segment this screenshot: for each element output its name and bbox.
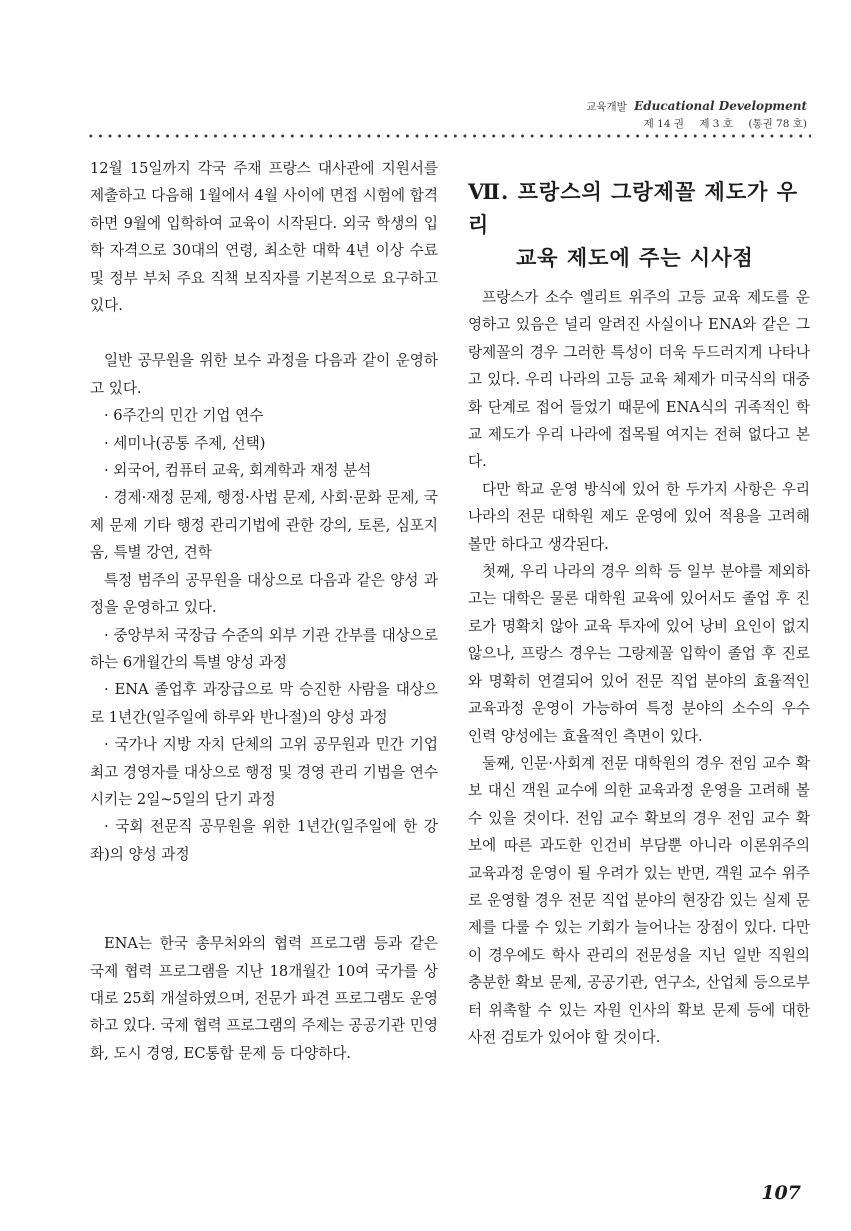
paragraph-second-point: 둘째, 인문·사회계 전문 대학원의 경우 전임 교수 확보 대신 객원 교수에 의한 교육과정 운영을 고려해 볼 수 있을 것이다. 전임 교수 확보의 경우 전임 교수 확보에 따른 과도한 인건비 부담뿐 아니라 이론위주의 교육과정 운영이 될 우려가 있는 반면, 객원 교수 위주로 운영할 경우 전문 직업 분야의 현장감 있는 실제 문제를 다룰 수 있는 기회가 늘어나는 장점이 있다. 다만 이 경우에도 학사 관리의 전문성을 지닌 일반 직원의 충분한 확보 문제, 공공기관, 연구소, 산업체 등으로부터 위촉할 수 있는 자원 인사의 확보 문제 등에 대한 사전 검토가 있어야 할 것이다.: [468, 754, 810, 1046]
section-title-line2: 교육 제도에 주는 시사점: [516, 245, 754, 270]
paragraph-special-training: 특정 범주의 공무원을 대상으로 다음과 같은 양성 과정을 운영하고 있다.: [90, 571, 438, 617]
paragraph-first-point: 첫째, 우리 나라의 경우 의학 등 일부 분야를 제외하고는 대학은 물론 대학원 교육에 있어서도 졸업 후 진로가 명확치 않아 교육 투자에 있어 낭비 요인이 없지 않으나, 프랑스 경우는 그랑제꼴 입학이 졸업 후 진로와 명확히 연결되어 있어 전문 직업 분야의 효율적인 교육과정 운영이 가능하여 특정 분야의 소수의 우수 인력 양성에는 효율적인 측면이 있다.: [468, 563, 810, 745]
section-title: [468, 175, 810, 274]
issue-number: 제 3 호: [699, 118, 733, 130]
journal-header: [586, 98, 807, 133]
paragraph-overview: 프랑스가 소수 엘리트 위주의 고등 교육 제도를 운영하고 있음은 널리 알려진 사실이나 ENA와 같은 그랑제꼴의 경우 그러한 특성이 더욱 두드러지게 나타나고 있다. 우리 나라의 고등 교육 체제가 미국식의 대중화 단계로 접어 들었기 때문에 ENA식의 귀족적인 학교 제도가 우리 나라에 접목될 여지는 전혀 없다고 본다.: [468, 289, 810, 471]
list-item: · 6주간의 민간 기업 연수: [104, 407, 264, 425]
journal-title-korean: 교육개발: [586, 101, 627, 113]
paragraph-admission: 12월 15일까지 각국 주재 프랑스 대사관에 지원서를 제출하고 다음해 1월에서 4월 사이에 면접 시험에 합격하면 9월에 입학하여 교육이 시작된다. 외국 학생의 입학 자격으로 30대의 연령, 최소한 대학 4년 이상 수료 및 정부 부처 주요 직책 보직자를 기본적으로 요구하고 있다.: [90, 160, 438, 315]
paragraph-international: ENA는 한국 총무처와의 협력 프로그램 등과 같은 국제 협력 프로그램을 지난 18개월간 10여 국가를 상대로 25회 개설하였으며, 전문가 파견 프로그램도 운영하고 있다. 국제 협력 프로그램의 주제는 공공기관 민영화, 도시 경영, EC통합 문제 등 다양하다.: [90, 935, 438, 1062]
list-item: · 외국어, 컴퓨터 교육, 회계학과 재정 분석: [104, 462, 372, 480]
list-item: · 국가나 지방 자치 단체의 고위 공무원과 민간 기업 최고 경영자를 대상으로 행정 및 경영 관리 기법을 연수시키는 2일~5일의 단기 과정: [90, 736, 438, 808]
section-title-line1: Ⅶ. 프랑스의 그랑제꼴 제도가 우리: [468, 179, 799, 237]
paragraph-training-intro: 일반 공무원을 위한 보수 과정을 다음과 같이 운영하고 있다.: [90, 352, 438, 397]
left-column: [90, 155, 438, 1067]
list-item: · ENA 졸업후 과장급으로 막 승진한 사람을 대상으로 1년간(일주일에 하루와 반나절)의 양성 과정: [90, 681, 438, 726]
list-item: · 세미나(공통 주제, 선택): [104, 434, 266, 452]
journal-title: [586, 98, 807, 116]
total-issue-number: (통권 78 호): [748, 118, 807, 130]
journal-volume-info: [586, 116, 807, 133]
volume-number: 제 14 권: [643, 118, 684, 130]
list-item: · 국회 전문직 공무원을 위한 1년간(일주일에 한 강좌)의 양성 과정: [90, 818, 438, 863]
list-item: · 경제·재정 문제, 행정·사법 문제, 사회·문화 문제, 국제 문제 기타 행정 관리기법에 관한 강의, 토론, 심포지움, 특별 강연, 견학: [90, 489, 438, 562]
journal-title-english: Educational Development: [634, 99, 807, 113]
paragraph-applicability: 다만 학교 운영 방식에 있어 한 두가지 사항은 우리 나라의 전문 대학원 제도 운영에 있어 적용을 고려해 볼만 하다고 생각된다.: [468, 480, 810, 553]
right-column: [468, 155, 810, 1051]
dotted-divider: [86, 133, 811, 139]
page-number: 107: [761, 1182, 801, 1204]
list-item: · 중앙부처 국장급 수준의 외부 기관 간부를 대상으로 하는 6개월간의 특별 양성 과정: [90, 626, 438, 671]
